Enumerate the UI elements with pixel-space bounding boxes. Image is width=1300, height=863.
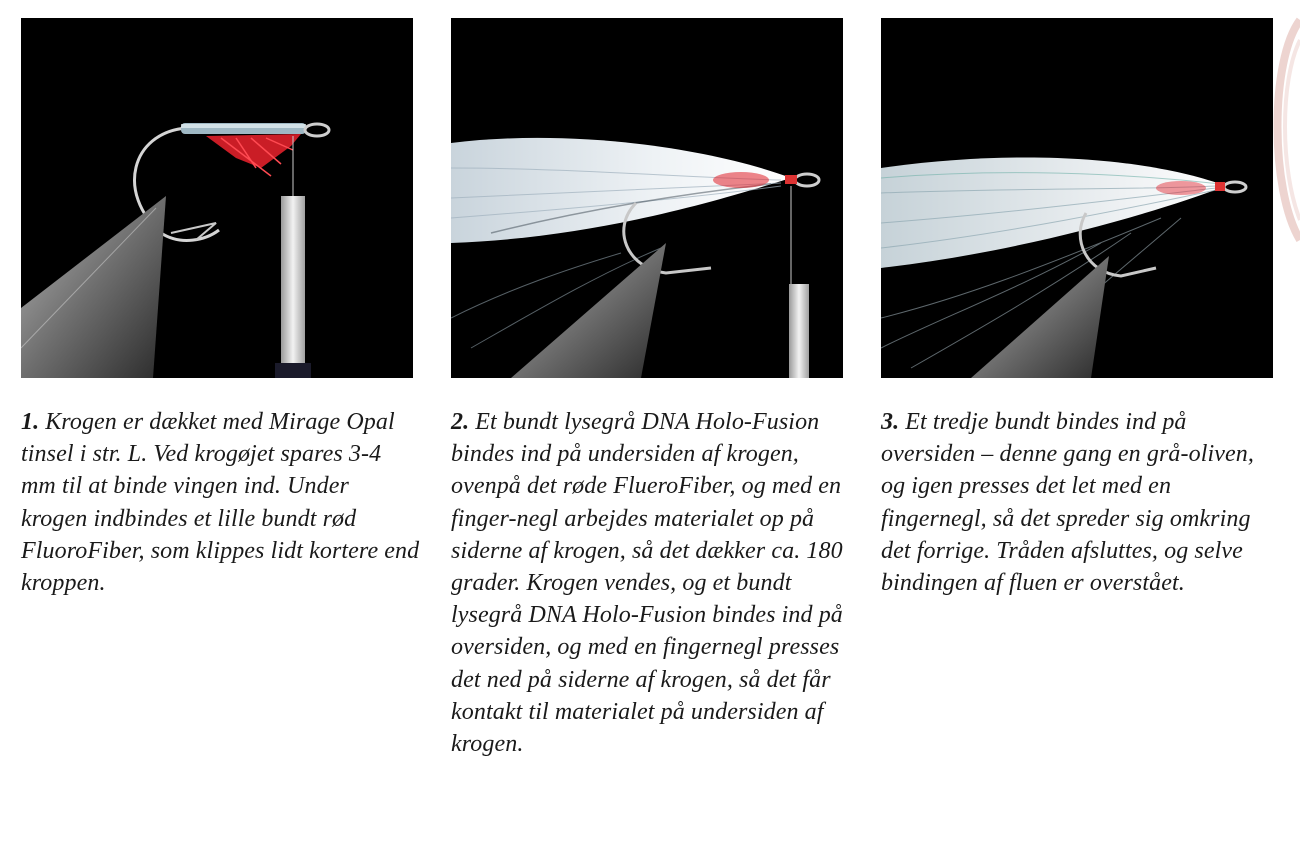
step-3-photo <box>881 18 1273 378</box>
edge-decoration <box>1270 0 1300 260</box>
step-3-caption <box>881 406 1281 599</box>
step-1-caption <box>21 406 421 599</box>
fly-tying-photo-3 <box>881 18 1273 378</box>
fly-tying-photo-2 <box>451 18 843 378</box>
step-3-number: 3. <box>881 409 900 435</box>
step-2-photo <box>451 18 843 378</box>
step-1 <box>21 18 421 599</box>
step-3-text: Et tredje bundt bindes ind på oversiden – denne gang en grå-oliven, og igen presses det let med en fingernegl, så det spreder sig omkring det forrige. Tråden afsluttes, og selve bindingen af fluen er overstået. <box>881 409 1254 597</box>
step-2 <box>451 18 851 760</box>
step-2-caption <box>451 406 851 760</box>
step-2-text: Et bundt lysegrå DNA Holo-Fusion bindes ind på undersiden af krogen, ovenpå det røde FlueroFiber, og med en finger-negl arbejdes materialet op på siderne af krogen, så det dækker ca. 180 grader. Krogen vendes, og et bundt lysegrå DNA Holo-Fusion bindes ind på oversiden, og med en fingernegl presses det ned på siderne af krogen, så det får kontakt til materialet på undersiden af krogen. <box>451 409 843 758</box>
step-1-number: 1. <box>21 409 40 435</box>
step-2-number: 2. <box>451 409 470 435</box>
step-1-photo <box>21 18 413 378</box>
step-3 <box>881 18 1281 599</box>
step-1-text: Krogen er dækket med Mirage Opal tinsel i str. L. Ved krogøjet spares 3-4 mm til at binde vingen ind. Under krogen indbindes et lille bundt rød FluoroFiber, som klippes lidt kortere end kroppen. <box>21 409 420 597</box>
fly-tying-photo-1 <box>21 18 413 378</box>
